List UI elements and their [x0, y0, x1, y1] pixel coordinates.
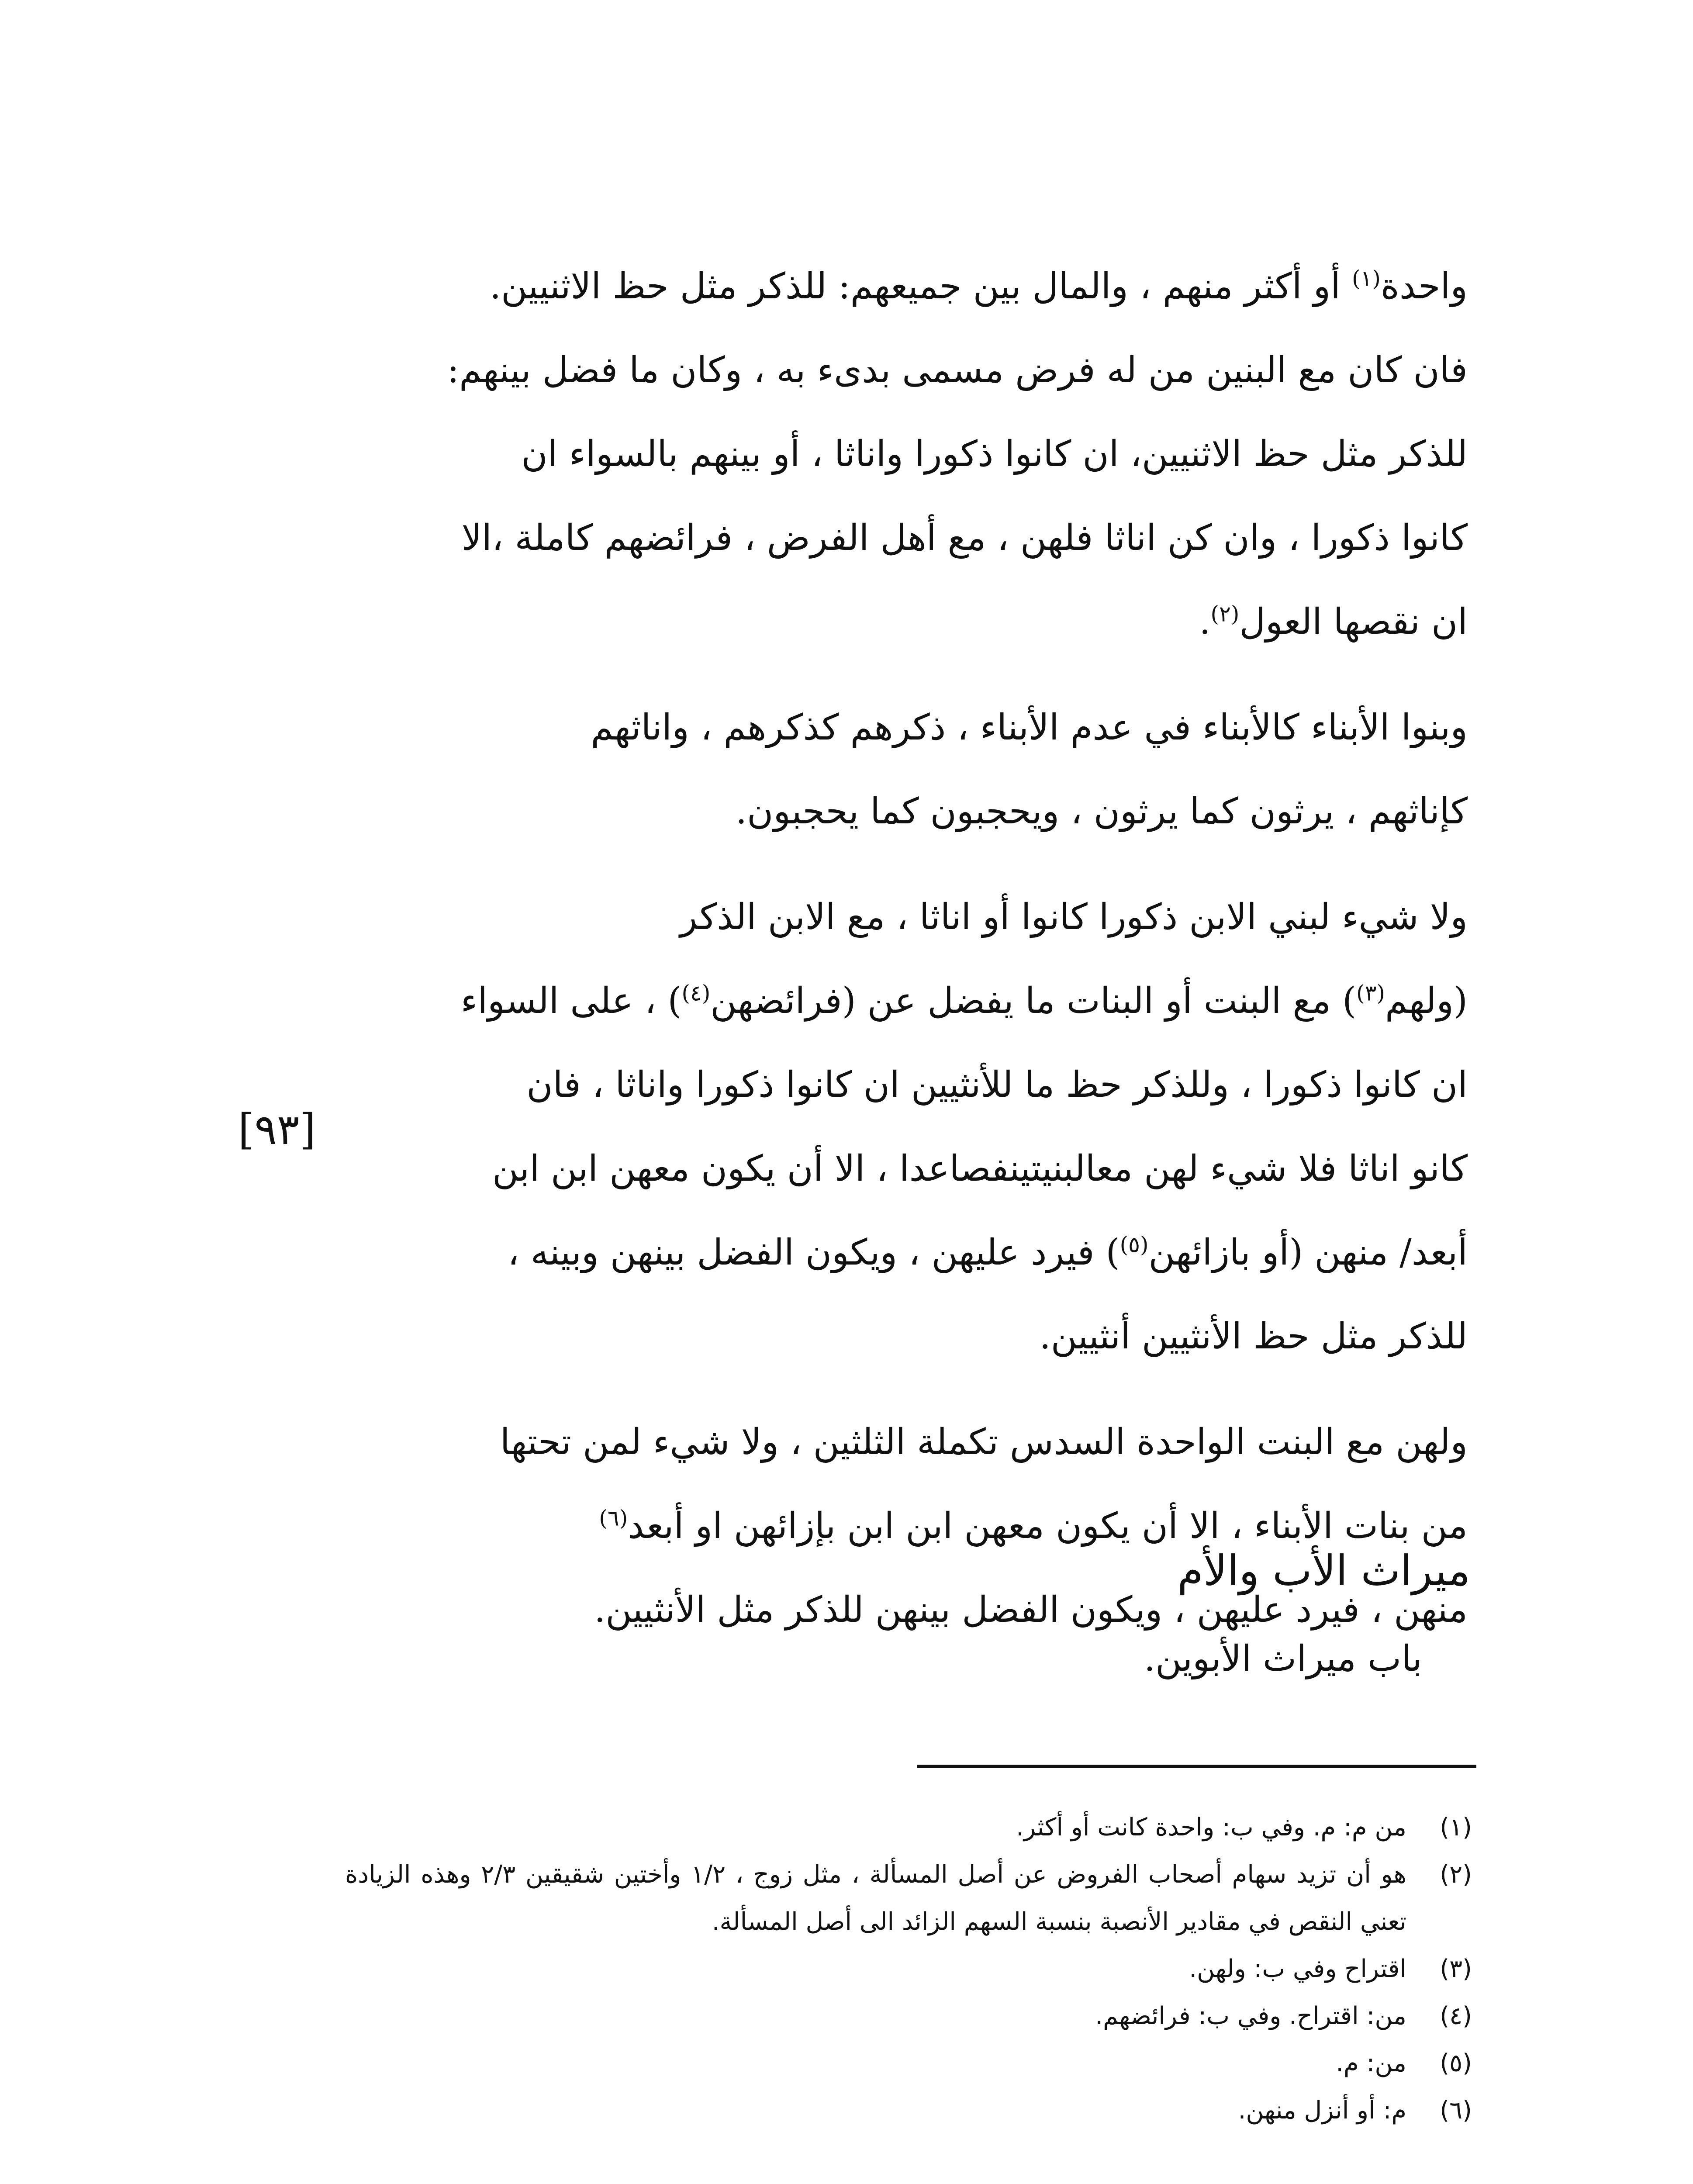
footnote-ref[interactable]: (٣): [1356, 980, 1385, 1006]
line-text: ولهن مع البنت الواحدة السدس تكملة الثلثين ، ولا شيء لمن تحتها: [500, 1421, 1468, 1463]
line-text: كانوا ذكورا ، وان كن اناثا فلهن ، مع أهل الفرض ، فرائضهم كاملة ،الا: [461, 517, 1468, 559]
paragraph-1: [345, 245, 1468, 664]
line-text: ) فيرد عليهن ، ويكون الفضل بينهن وبينه ،: [508, 1232, 1120, 1273]
footnote-3: [345, 1946, 1472, 1993]
line-text: من بنات الأبناء ، الا أن يكون معهن ابن ابن بإزائهن او أبعد: [628, 1505, 1468, 1547]
footnote-text: هو أن تزيد سهام أصحاب الفروض عن أصل المسألة ، مثل زوج ، ١/٢ وأختين شقيقين ٢/٣ وهذه الزيادة تعني النقص في مقادير الأنصبة بنسبة السهم الزائد الى أصل المسألة.: [345, 1860, 1406, 1936]
footnote-2: [345, 1851, 1472, 1946]
footnote-6: [345, 2087, 1472, 2134]
footnotes: [345, 1804, 1472, 2134]
line-text: أبعد/ منهن (أو بازائهن: [1148, 1232, 1468, 1273]
line-text: كانو اناثا فلا شيء لهن معالبنيتينفصاعدا ، الا أن يكون معهن ابن ابن: [492, 1148, 1468, 1189]
line-text: ) ، على السواء: [460, 980, 682, 1022]
line-text: وبنوا الأبناء كالأبناء في عدم الأبناء ، ذكرهم كذكرهم ، واناثهم: [591, 707, 1468, 748]
footnote-number: (٥): [1440, 2049, 1472, 2077]
footnote-text: من م: م. وفي ب: واحدة كانت أو أكثر.: [1016, 1813, 1406, 1842]
line-text: كإناثهم ، يرثون كما يرثون ، ويحجبون كما يحجبون.: [736, 791, 1468, 832]
footnote-ref[interactable]: (٢): [1210, 601, 1240, 627]
footnote-text: من: م.: [1336, 2049, 1406, 2077]
footnote-number: (٢): [1440, 1860, 1472, 1889]
text-line: [345, 328, 1468, 412]
section-heading: ميراث الأب والأم: [1177, 1546, 1470, 1595]
section-subheading: باب ميراث الأبوين.: [1144, 1638, 1422, 1679]
text-line: [345, 580, 1468, 664]
line-text: للذكر مثل حظ الاثنيين، ان كانوا ذكورا واناثا ، أو بينهم بالسواء ان: [521, 433, 1468, 475]
body-text: [345, 245, 1468, 1674]
footnote-5: [345, 2040, 1472, 2087]
line-text: أو أكثر منهم ، والمال بين جميعهم: للذكر مثل حظ الاثنيين.: [490, 266, 1352, 307]
footnote-ref[interactable]: (١): [1352, 266, 1381, 291]
line-text: ) مع البنت أو البنات ما يفضل عن (فرائضهن: [710, 980, 1357, 1022]
footnote-number: (٤): [1440, 2002, 1472, 2030]
line-text: .: [1199, 601, 1211, 643]
text-line: [345, 770, 1468, 854]
paragraph-2: [345, 686, 1468, 854]
text-line: [345, 1211, 1468, 1295]
footnote-ref[interactable]: (٤): [681, 980, 711, 1006]
paragraph-4: [345, 1400, 1468, 1652]
footnote-divider: [917, 1765, 1476, 1768]
text-line: [345, 959, 1468, 1043]
text-line: [345, 245, 1468, 328]
text-line: [345, 875, 1468, 959]
footnote-ref[interactable]: (٥): [1119, 1232, 1149, 1258]
footnote-text: اقتراح وفي ب: ولهن.: [1189, 1955, 1406, 1983]
line-text: ان نقصها العول: [1239, 601, 1468, 643]
line-text: واحدة: [1380, 266, 1468, 307]
text-line: [345, 686, 1468, 770]
footnote-4: [345, 1993, 1472, 2040]
text-line: [345, 1043, 1468, 1127]
line-text: (ولهم: [1385, 980, 1468, 1022]
footnote-text: من: اقتراح. وفي ب: فرائضهم.: [1095, 2002, 1406, 2030]
text-line: [345, 412, 1468, 496]
text-line: [345, 1400, 1468, 1484]
manuscript-folio-marker: [٩٣]: [238, 1105, 316, 1154]
line-text: فان كان مع البنين من له فرض مسمى بدىء به ، وكان ما فضل بينهم:: [447, 349, 1468, 391]
footnote-number: (٦): [1440, 2096, 1472, 2125]
line-text: منهن ، فيرد عليهن ، ويكون الفضل بينهن للذكر مثل الأنثيين.: [594, 1589, 1468, 1631]
text-line: [345, 1127, 1468, 1211]
footnote-number: (١): [1440, 1813, 1472, 1842]
line-text: ان كانوا ذكورا ، وللذكر حظ ما للأنثيين ان كانوا ذكورا واناثا ، فان: [526, 1064, 1468, 1106]
line-text: ولا شيء لبني الابن ذكورا كانوا أو اناثا ، مع الابن الذكر: [680, 896, 1468, 938]
footnote-1: [345, 1804, 1472, 1851]
paragraph-3: [345, 875, 1468, 1379]
text-line: [345, 496, 1468, 580]
text-line: [345, 1295, 1468, 1379]
footnote-number: (٣): [1440, 1955, 1472, 1983]
line-text: للذكر مثل حظ الأنثيين أنثيين.: [1039, 1316, 1468, 1357]
footnote-ref[interactable]: (٦): [599, 1505, 628, 1531]
footnote-text: م: أو أنزل منهن.: [1238, 2096, 1406, 2125]
